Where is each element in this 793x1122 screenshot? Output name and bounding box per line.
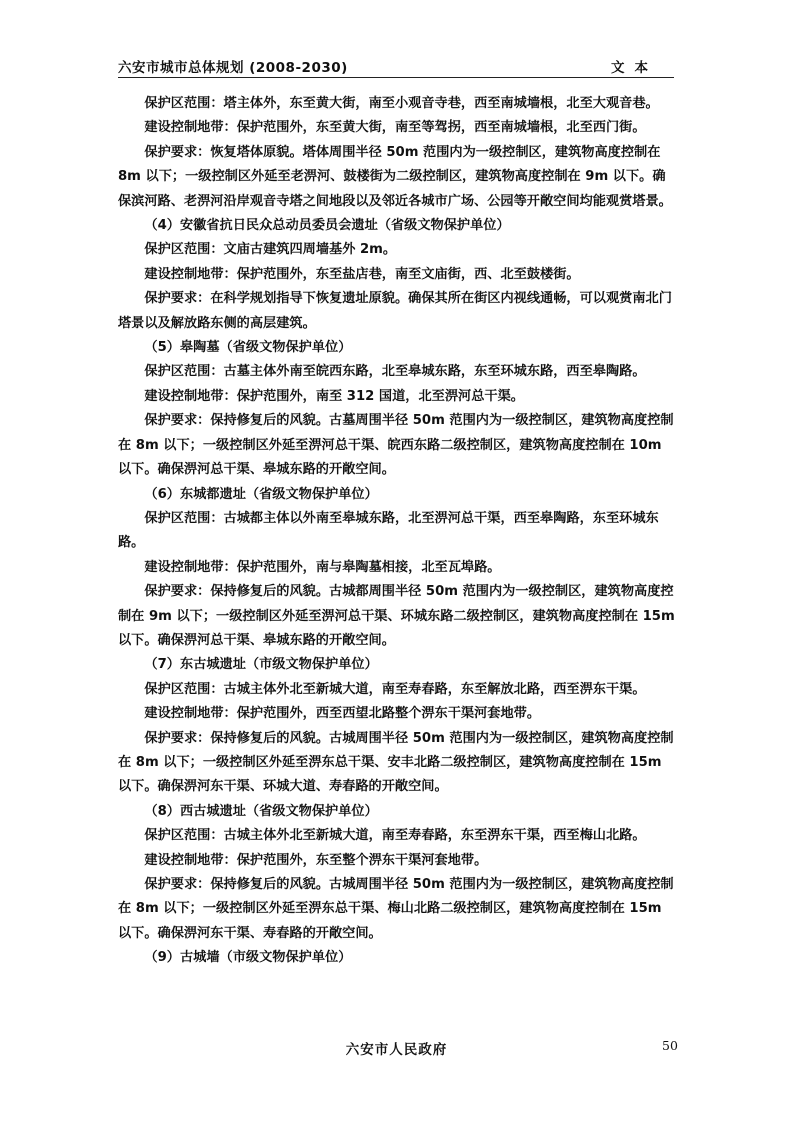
issuing-organization: 六安市人民政府 — [345, 1042, 448, 1058]
paragraph: 保护区范围：古墓主体外南至皖西东路，北至皋城东路，东至环城东路，西至皋陶路。 — [144, 364, 646, 380]
document-title: 六安市城市总体规划 (2008-2030) — [118, 60, 348, 76]
paragraph: 保护要求：保持修复后的风貌。古城周围半径 50m 范围内为一级控制区，建筑物高度控制在 8m 以下；一级控制区外延至淠东总干渠、梅山北路二级控制区，建筑物高度控制在 15m 以下。确保淠河东干渠、寿春路的开敞空间。 — [118, 877, 674, 941]
paragraph: 建设控制地带：保护范围外，东至整个淠东干渠河套地带。 — [144, 852, 488, 868]
paragraph: 建设控制地带：保护范围外，南至 312 国道，北至淠河总干渠。 — [144, 388, 524, 404]
paragraph: 保护要求：在科学规划指导下恢复遗址原貌。确保其所在街区内视线通畅，可以观赏南北门塔景以及解放路东侧的高层建筑。 — [118, 291, 672, 331]
header-divider — [118, 77, 674, 78]
paragraph: 保护要求：保持修复后的风貌。古墓周围半径 50m 范围内为一级控制区，建筑物高度控制在 8m 以下；一级控制区外延至淠河总干渠、皖西东路二级控制区，建筑物高度控制在 10m 以下。确保淠河总干渠、皋城东路的开敞空间。 — [118, 413, 674, 478]
paragraph: 保护区范围：塔主体外，东至黄大街，南至小观音寺巷，西至南城墙根，北至大观音巷。 — [144, 96, 659, 111]
page-footer — [0, 1032, 793, 1056]
section-heading: （9）古城墙（市级文物保护单位） — [144, 950, 352, 966]
paragraph: 保护区范围：古城主体外北至新城大道，南至寿春路，东至解放北路，西至淠东干渠。 — [144, 681, 646, 697]
body-text — [118, 92, 678, 971]
paragraph: 保护要求：保持修复后的风貌。古城周围半径 50m 范围内为一级控制区，建筑物高度控制在 8m 以下；一级控制区外延至淠东总干渠、安丰北路二级控制区，建筑物高度控制在 15m 以下。确保淠河东干渠、环城大道、寿春路的开敞空间。 — [118, 730, 674, 795]
document-type-label: 文本 — [611, 60, 658, 76]
paragraph: 保护区范围：古城都主体以外南至皋城东路，北至淠河总干渠，西至皋陶路，东至环城东路。 — [118, 510, 659, 551]
section-heading: （5）皋陶墓（省级文物保护单位） — [144, 340, 352, 356]
section-heading: （7）东古城遗址（市级文物保护单位） — [144, 657, 378, 673]
paragraph: 建设控制地带：保护范围外，东至黄大街，南至等驾拐，西至南城墙根，北至西门街。 — [144, 120, 646, 136]
section-heading: （4）安徽省抗日民众总动员委员会遗址（省级文物保护单位） — [144, 218, 510, 234]
paragraph: 保护区范围：文庙古建筑四周墙基外 2m。 — [144, 242, 397, 258]
paragraph: 建设控制地带：保护范围外，西至西望北路整个淠东干渠河套地带。 — [144, 706, 541, 722]
page-header — [118, 52, 674, 78]
paragraph: 保护要求：恢复塔体原貌。塔体周围半径 50m 范围内为一级控制区，建筑物高度控制在 8m 以下；一级控制区外延至老淠河、鼓楼街为二级控制区，建筑物高度控制在 9m 以下。确保滨河路、老淠河沿岸观音寺塔之间地段以及邻近各城市广场、公园等开敞空间均能观赏塔景。 — [118, 144, 672, 209]
section-heading: （6）东城都遗址（省级文物保护单位） — [144, 486, 378, 502]
paragraph: 建设控制地带：保护范围外，东至盐店巷，南至文庙街，西、北至鼓楼街。 — [144, 266, 580, 282]
paragraph: 保护区范围：古城主体外北至新城大道，南至寿春路，东至淠东干渠，西至梅山北路。 — [144, 828, 646, 844]
paragraph: 保护要求：保持修复后的风貌。古城都周围半径 50m 范围内为一级控制区，建筑物高度控制在 9m 以下；一级控制区外延至淠河总干渠、环城东路二级控制区，建筑物高度控制在 15m 以下。确保淠河总干渠、皋城东路的开敞空间。 — [118, 584, 675, 648]
paragraph: 建设控制地带：保护范围外，南与皋陶墓相接，北至瓦埠路。 — [144, 559, 501, 575]
section-heading: （8）西古城遗址（省级文物保护单位） — [144, 803, 378, 819]
page-number: 50 — [662, 1038, 678, 1053]
